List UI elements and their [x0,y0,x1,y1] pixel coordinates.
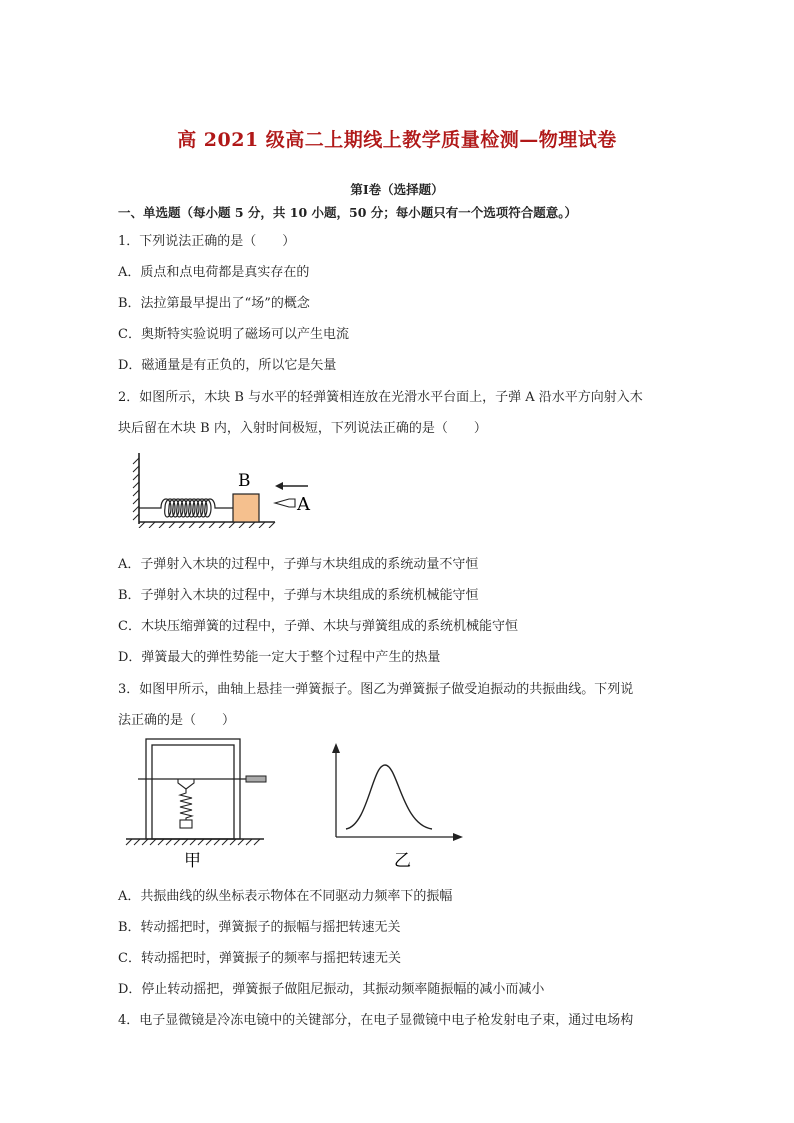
q3-option-c: C．转动摇把时，弹簧振子的频率与摇把转速无关 [118,951,401,966]
q2-option-c: C．木块压缩弹簧的过程中，子弹、木块与弹簧组成的系统机械能守恒 [118,619,518,634]
figure-yi-label: 乙 [394,851,411,870]
x-axis-arrow [453,833,463,841]
crank-handle [246,776,266,782]
horizontal-spring [139,499,233,517]
q3-stem-line2: 法正确的是（ ） [118,713,236,728]
vertical-spring [180,789,192,820]
section-title: 第Ⅰ卷（选择题） [350,182,444,197]
q2-option-b: B．子弹射入木块的过程中，子弹与木块组成的系统机械能守恒 [118,588,479,603]
figure-jia [126,739,266,870]
figure-yi [332,743,463,870]
section-instruction: 一、单选题（每小题 5 分，共 10 小题，50 分；每小题只有一个选项符合题意。） [118,205,577,220]
floor-hatch [139,522,275,528]
q1-option-c: C．奥斯特实验说明了磁场可以产生电流 [118,327,349,342]
q3-stem-line1: 3．如图甲所示，曲轴上悬挂一弹簧振子。图乙为弹簧振子做受迫振动的共振曲线。下列说 [118,682,634,697]
page-title: 高 2021 级高二上期线上教学质量检测—物理试卷 [177,129,617,151]
q4-stem-line1: 4．电子显微镜是冷冻电镜中的关键部分，在电子显微镜中电子枪发射电子束，通过电场构 [118,1013,634,1028]
wall-hatch [133,458,139,520]
figure-jia-label: 甲 [184,851,201,870]
resonance-curve [346,765,432,829]
y-axis-arrow [332,743,340,753]
outer-frame [146,739,240,839]
ground-hatch [126,839,260,845]
q2-stem-line1: 2．如图所示，木块 B 与水平的轻弹簧相连放在光滑水平台面上，子弹 A 沿水平方向射入木 [118,390,643,405]
q2-stem-line2: 块后留在木块 B 内，入射时间极短，下列说法正确的是（ ） [118,421,487,436]
q1-option-d: D．磁通量是有正负的，所以它是矢量 [118,358,337,373]
q2-spring-block-figure [125,448,325,528]
q1-stem: 1．下列说法正确的是（ ） [118,234,296,249]
q3-figures [120,735,470,870]
oscillator-mass [180,820,192,828]
inner-frame [152,745,234,839]
crank-hook [178,779,194,789]
arrow-head [275,482,283,490]
bullet-a [275,499,295,507]
q2-option-a: A．子弹射入木块的过程中，子弹与木块组成的系统动量不守恒 [118,557,479,572]
q1-option-b: B．法拉第最早提出了“场”的概念 [118,296,310,311]
q3-option-a: A．共振曲线的纵坐标表示物体在不同驱动力频率下的振幅 [118,889,453,904]
bullet-a-label: A [297,494,310,515]
block-b-label: B [238,471,251,491]
q1-option-a: A．质点和点电荷都是真实存在的 [118,265,310,280]
block-b [233,494,259,522]
q3-option-d: D．停止转动摇把，弹簧振子做阻尼振动，其振动频率随振幅的减小而减小 [118,982,545,997]
q2-option-d: D．弹簧最大的弹性势能一定大于整个过程中产生的热量 [118,650,441,665]
q3-option-b: B．转动摇把时，弹簧振子的振幅与摇把转速无关 [118,920,401,935]
